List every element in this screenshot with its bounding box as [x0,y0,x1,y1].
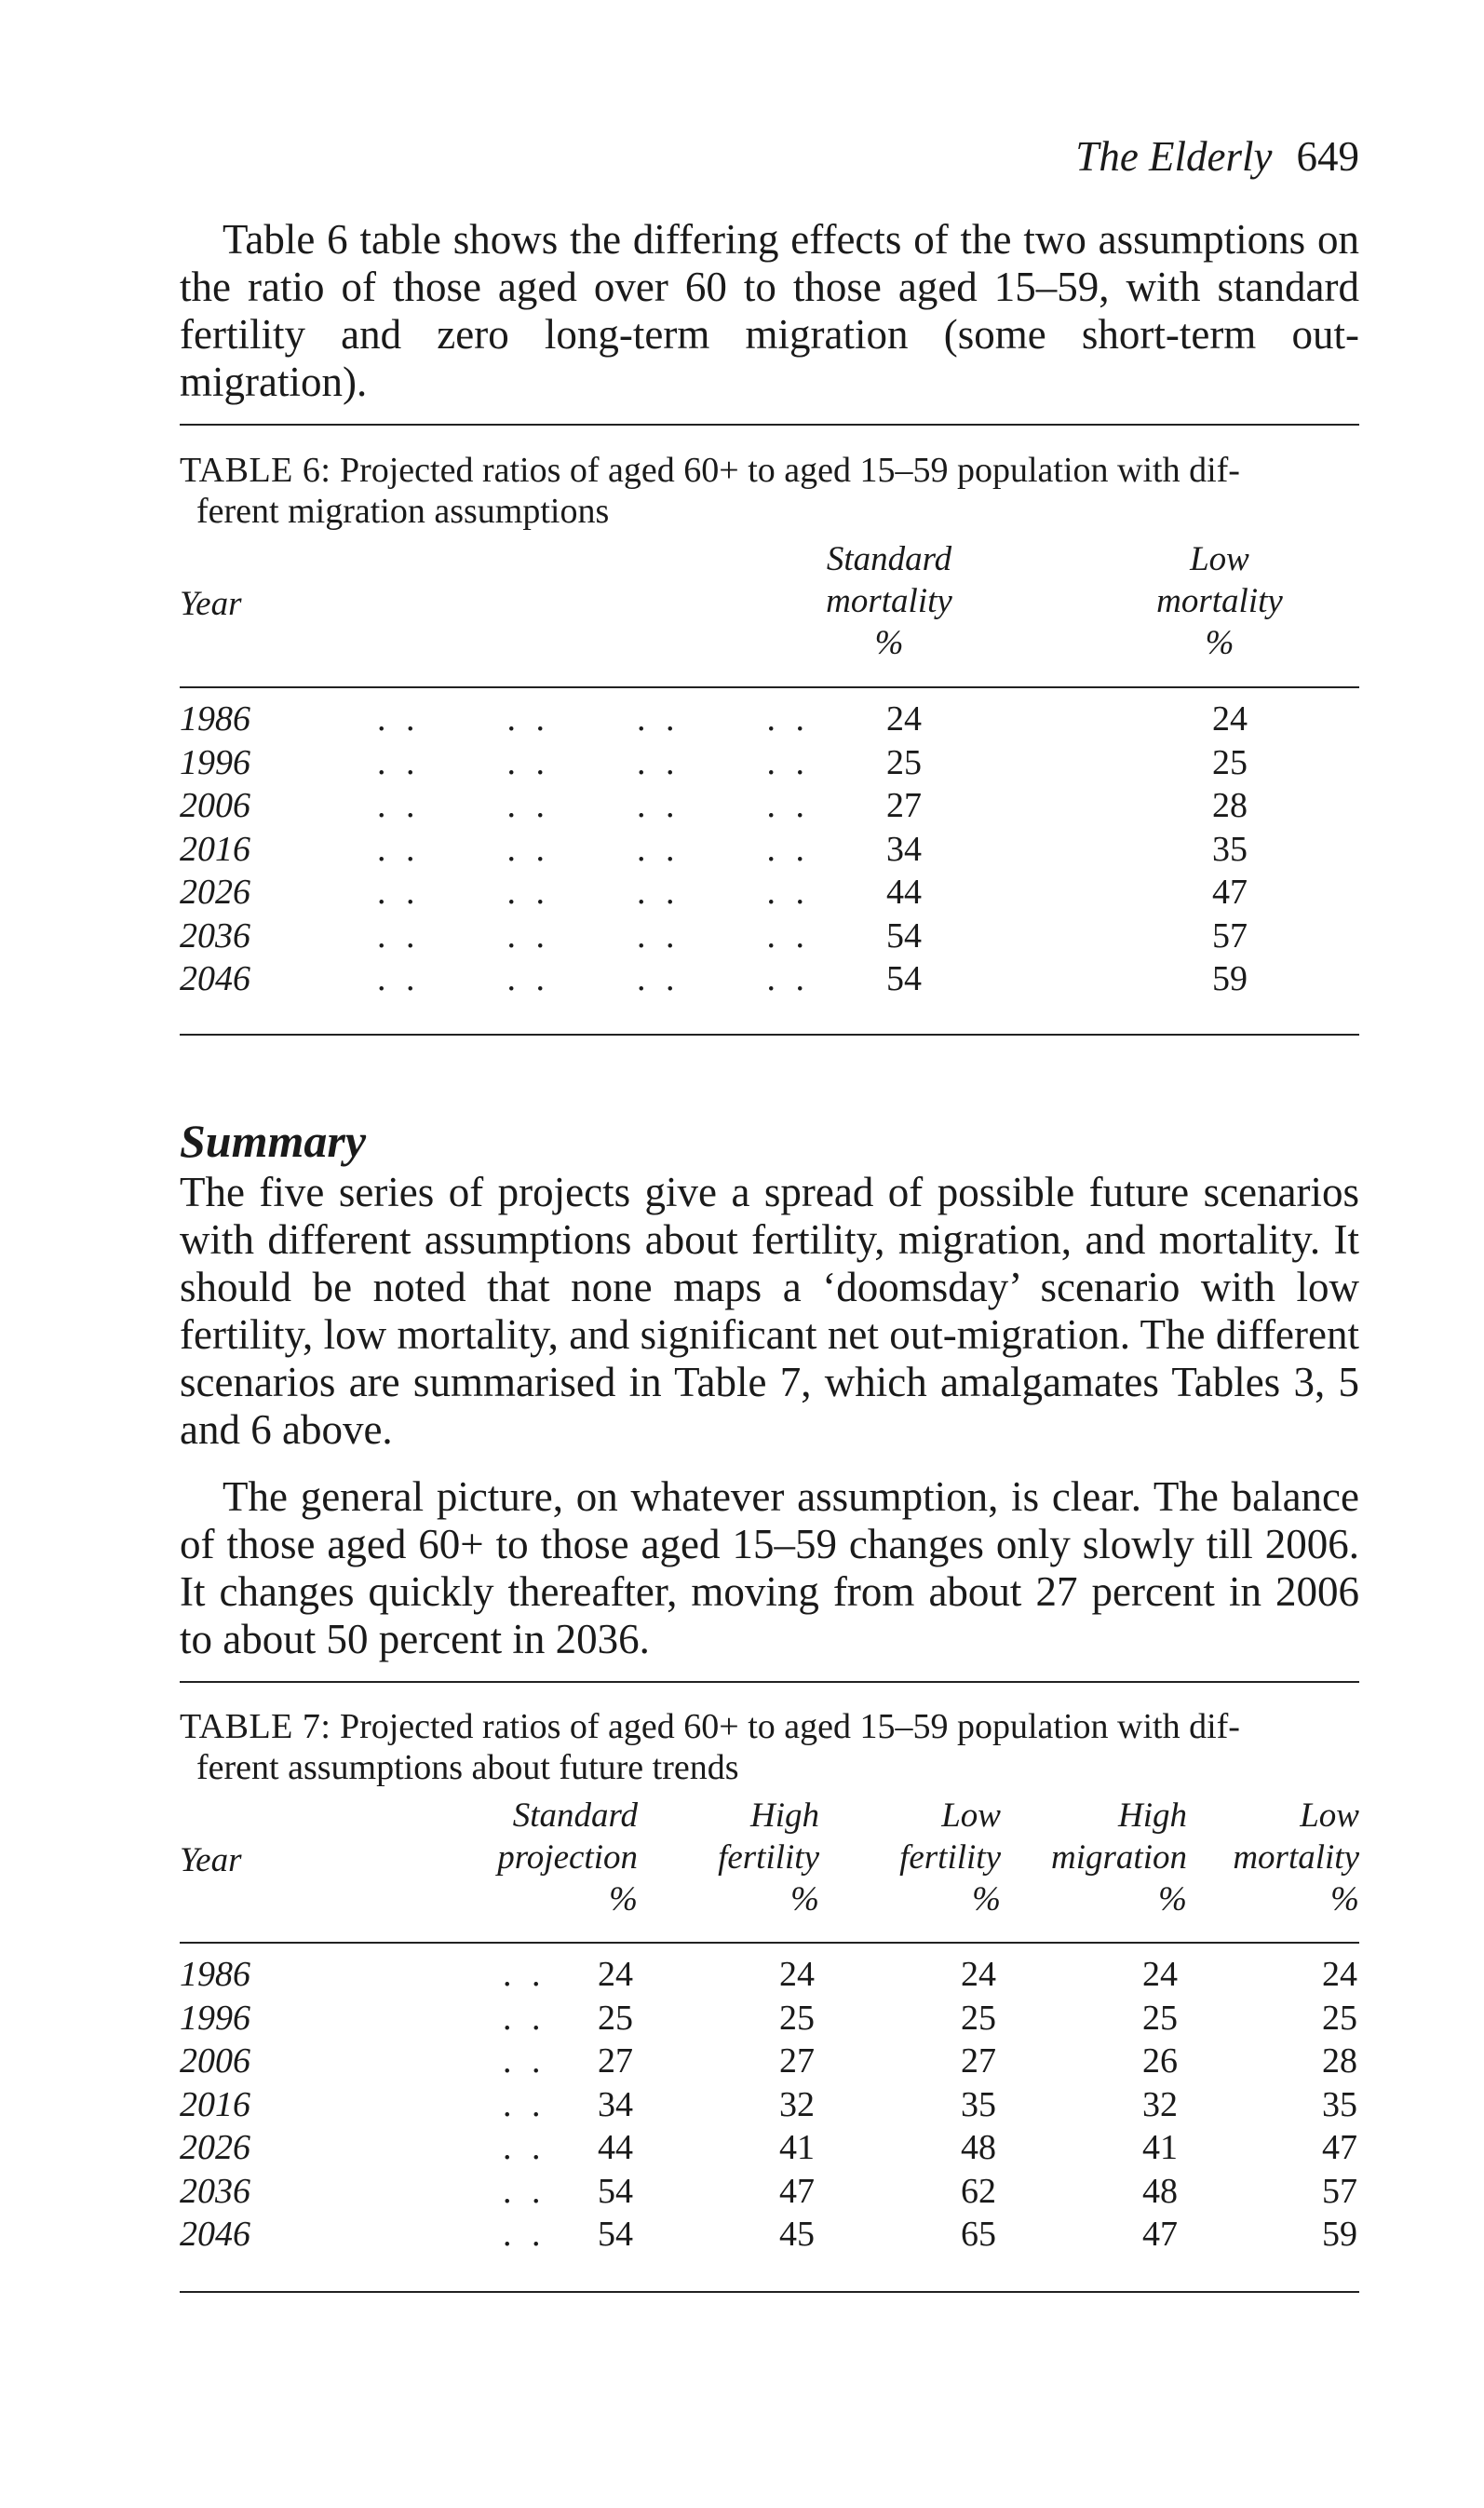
table6-standard-cell: 27 [886,786,922,825]
table7-value-cell: 25 [598,1998,633,2038]
table7-year-cell: 2036 [180,2171,250,2211]
table7-value-cell: 24 [1142,1955,1178,1994]
table7-leader-dots: . . [503,1955,546,1994]
table7-caption [180,1706,1359,1788]
table6-year-cell: 2016 [180,829,250,869]
table6-leader-dots: . . . . . . . . [377,829,810,869]
table7-value-cell: 27 [779,2041,815,2081]
table7-value-cell: 24 [598,1955,633,1994]
table6-standard-cell: 34 [886,829,922,869]
intro-paragraph: Table 6 table shows the differing effects of the two assumptions on the ratio of those aged over 60 to those aged 15–59, with standard fertility and zero long-term migration (some short-term out-migration). [180,216,1359,405]
table7-col-header [456,1795,638,1920]
table6-col2-unit: % [1205,624,1234,662]
table7-year-cell: 2026 [180,2128,250,2167]
table7-col-header [1187,1795,1359,1920]
table7-col-header-unit: % [1330,1880,1359,1918]
summary-paragraph-2: The general picture, on whatever assumption, is clear. The balance of those aged 60+ to those aged 15–59 changes only slowly till 2006. It changes quickly thereafter, moving from about 27 percent in 2006 to about 50 percent in 2036. [180,1473,1359,1662]
table6-caption-line2: ferent migration assumptions [196,492,610,531]
table6-top-rule [180,424,1359,426]
table6-low-cell: 59 [1212,959,1248,998]
table6-leader-dots: . . . . . . . . [377,742,810,782]
table7-value-cell: 47 [1142,2215,1178,2254]
table7-value-cell: 32 [779,2084,815,2124]
table7-value-cell: 54 [598,2171,633,2211]
table6-caption-line1: Projected ratios of aged 60+ to aged 15–59 population with dif- [339,451,1240,490]
table6-leader-dots: . . . . . . . . [377,786,810,825]
table7-col-header-line1: High [1118,1796,1187,1835]
table7-value-cell: 48 [961,2128,996,2167]
table7-col-header-unit: % [972,1880,1001,1918]
table7-value-cell: 24 [1322,1955,1357,1994]
summary-paragraph-1: The five series of projects give a spread of possible future scenarios with different assumptions about fertility, migration, and mortality. It should be noted that none maps a ‘doomsday’ scenario with low fertility, low mortality, and significant net out-migration. The different scenarios are summarised in Table 7, which amalgamates Tables 3, 5 and 6 above. [180,1169,1359,1453]
table7-col-header-line1: Standard [512,1796,638,1835]
table7-value-cell: 24 [961,1955,996,1994]
table7-caption-line2: ferent assumptions about future trends [196,1748,739,1787]
table7-col-header-unit: % [790,1880,819,1918]
table7-value-cell: 57 [1322,2171,1357,2211]
table7-header-rule [180,1942,1359,1944]
table7-value-cell: 25 [961,1998,996,2038]
running-head [1052,132,1359,181]
table6-low-cell: 28 [1212,786,1248,825]
table6-low-cell: 24 [1212,699,1248,739]
table6-low-cell: 47 [1212,873,1248,912]
table6-col2-line2: mortality [1156,582,1283,620]
table6-year-header: Year [180,585,242,623]
table7-value-cell: 25 [779,1998,815,2038]
table7-col-header-line1: High [750,1796,819,1835]
table7-year-cell: 2046 [180,2215,250,2254]
table6-year-cell: 2036 [180,915,250,956]
table6-leader-dots: . . . . . . . . [377,873,810,912]
table7-value-cell: 34 [598,2084,633,2124]
table7-year-cell: 1986 [180,1955,250,1994]
table7-leader-dots: . . [503,2171,546,2211]
table6-leader-dots: . . . . . . . . [377,915,810,956]
table7-value-cell: 47 [779,2171,815,2211]
table6-leader-dots: . . . . . . . . [377,699,810,739]
table6-standard-cell: 24 [886,699,922,739]
page-number: 649 [1296,133,1359,180]
table7-leader-dots: . . [503,1998,546,2038]
table7-value-cell: 54 [598,2215,633,2254]
table7-value-cell: 47 [1322,2128,1357,2167]
table6-year-cell: 1986 [180,699,250,739]
table6-col1-line2: mortality [826,582,952,620]
table7-col-header [838,1795,1001,1920]
table6-standard-cell: 44 [886,873,922,912]
table7-col-header-line1: Low [1300,1796,1359,1835]
table7-value-cell: 41 [1142,2128,1178,2167]
table7-value-cell: 26 [1142,2041,1178,2081]
table6-header-rule [180,686,1359,688]
table6-standard-cell: 25 [886,742,922,782]
table7-col-header-line2: mortality [1233,1838,1359,1877]
table7-year-header: Year [180,1841,242,1879]
table7-top-rule [180,1681,1359,1683]
table6-leader-dots: . . . . . . . . [377,959,810,998]
table7-value-cell: 59 [1322,2215,1357,2254]
table6-year-cell: 2046 [180,959,250,998]
table7-col-header [670,1795,819,1920]
table6-bottom-rule [180,1034,1359,1036]
table7-value-cell: 41 [779,2128,815,2167]
table6-year-cell: 1996 [180,742,250,782]
table7-leader-dots: . . [503,2084,546,2124]
table7-year-cell: 1996 [180,1998,250,2038]
table6-col1-unit: % [874,624,904,662]
running-head-title: The Elderly [1075,133,1273,180]
table7-caption-label: TABLE 7: [180,1707,331,1746]
table7-value-cell: 62 [961,2171,996,2211]
table6-caption [180,450,1359,532]
table6-low-cell: 25 [1212,742,1248,782]
table7-col-header-line2: projection [497,1838,638,1877]
table6-caption-label: TABLE 6: [180,451,331,490]
table7-col-header-line2: fertility [718,1838,819,1877]
table7-col-header-line1: Low [941,1796,1001,1835]
table7-value-cell: 27 [598,2041,633,2081]
table7-value-cell: 28 [1322,2041,1357,2081]
table7-value-cell: 35 [961,2084,996,2124]
table6-col1-line1: Standard [826,540,952,578]
table7-col-header-line2: migration [1051,1838,1187,1877]
table6-year-cell: 2006 [180,786,250,825]
table7-col-header-unit: % [609,1880,638,1918]
table6-year-cell: 2026 [180,873,250,912]
table7-year-cell: 2006 [180,2041,250,2081]
table6-standard-cell: 54 [886,959,922,998]
table6-standard-cell: 54 [886,915,922,956]
table7-leader-dots: . . [503,2128,546,2167]
table7-leader-dots: . . [503,2041,546,2081]
table7-col-header [1010,1795,1187,1920]
summary-heading: Summary [180,1115,367,1167]
table7-col-header-unit: % [1158,1880,1187,1918]
table7-caption-line1: Projected ratios of aged 60+ to aged 15–59 population with dif- [339,1707,1240,1746]
table7-value-cell: 32 [1142,2084,1178,2124]
table7-value-cell: 65 [961,2215,996,2254]
table6-col2-header [1136,538,1303,664]
table7-value-cell: 25 [1142,1998,1178,2038]
table7-leader-dots: . . [503,2215,546,2254]
table7-value-cell: 25 [1322,1998,1357,2038]
table6-low-cell: 35 [1212,829,1248,869]
table7-value-cell: 35 [1322,2084,1357,2124]
table7-value-cell: 45 [779,2215,815,2254]
table6-col2-line1: Low [1190,540,1249,578]
table6-low-cell: 57 [1212,915,1248,956]
table7-value-cell: 48 [1142,2171,1178,2211]
table7-bottom-rule [180,2291,1359,2293]
table7-value-cell: 27 [961,2041,996,2081]
table7-year-cell: 2016 [180,2084,250,2124]
table6-col1-header [801,538,978,664]
table7-value-cell: 44 [598,2128,633,2167]
table7-value-cell: 24 [779,1955,815,1994]
table7-col-header-line2: fertility [899,1838,1001,1877]
